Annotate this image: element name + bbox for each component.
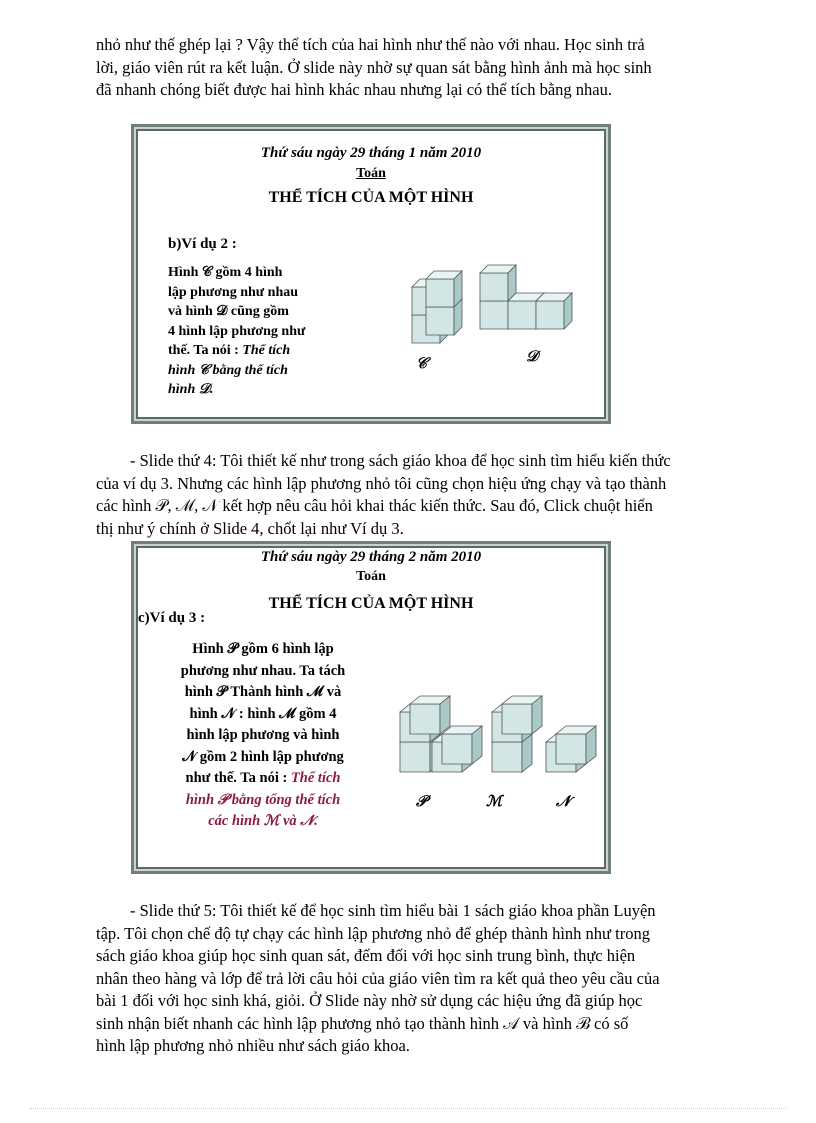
text-line: các hình 𝒫, ℳ, 𝒩 kết hợp nêu câu hỏi khai thác kiến thức. Sau đó, Click chuột hiển [96, 496, 653, 515]
maroon-line: các hình ℳ và 𝒩. [208, 813, 318, 829]
slide-date: Thứ sáu ngày 29 tháng 2 năm 2010 [260, 549, 482, 565]
body-line: hình lập phương và hình [186, 727, 340, 743]
slide4-paragraph [96, 450, 742, 540]
body-line: hình 𝒩 : hình ℳ gồm 4 [189, 705, 337, 722]
label-c: 𝒞 [416, 354, 427, 372]
text-line: nhân theo hàng và lớp để trả lời câu hỏi của giáo viên tìm ra kết quả theo yêu cầu của [96, 968, 660, 988]
label-p: 𝒫 [416, 792, 427, 810]
body-line: và hình 𝒟 cũng gồm [168, 304, 289, 319]
body-line: hình 𝒟. [168, 382, 214, 397]
body-line: 𝒩 gồm 2 hình lập phương [182, 748, 344, 765]
text-line: của ví dụ 3. Nhưng các hình lập phương nhỏ tôi cũng chọn hiệu ứng chạy và tạo thành [96, 473, 667, 493]
body-line: hình 𝒫 Thành hình ℳ và [184, 684, 342, 700]
text-line: tập. Tôi chọn chế độ tự chạy các hình lập phương nhỏ để ghép thành hình như trong [96, 923, 650, 943]
cube-figures-p-m-n [396, 686, 606, 786]
italic-phrase: Thể tích [242, 343, 291, 358]
slide-date: Thứ sáu ngày 29 tháng 1 năm 2010 [260, 145, 482, 161]
slide-example-3 [131, 541, 611, 874]
text-line: - Slide thứ 5: Tôi thiết kế để học sinh tìm hiểu bài 1 sách giáo khoa phần Luyện [130, 901, 656, 920]
slide5-paragraph [96, 900, 742, 1058]
figure-d-cubes [480, 265, 572, 329]
figure-p-cubes [400, 696, 482, 772]
figure-n-cubes [546, 726, 596, 772]
body-line: thế. Ta nói : [168, 343, 239, 358]
example-body [168, 263, 368, 400]
text-line: bài 1 đối với học sinh khá, giỏi. Ở Slide này nhờ sử dụng các hiệu ứng đã giúp học [96, 991, 643, 1010]
text-line: đã nhanh chóng biết được hai hình khác nhau nhưng lại có thể tích bằng nhau. [96, 80, 612, 99]
body-line: như thế. Ta nói : [185, 770, 288, 786]
text-line: sách giáo khoa giúp học sinh quan sát, đếm đối với học sinh trung bình, thực hiện [96, 946, 636, 965]
slide-title: THỂ TÍCH CỦA MỘT HÌNH [268, 189, 474, 206]
text-line: nhỏ như thế ghép lại ? Vậy thể tích của hai hình như thế nào với nhau. Học sinh trả [96, 35, 645, 54]
body-line: Hình 𝒫 gồm 6 hình lập [192, 641, 334, 657]
slide-example-2 [131, 124, 611, 424]
text-line: - Slide thứ 4: Tôi thiết kế như trong sách giáo khoa để học sinh tìm hiểu kiến thức [130, 451, 671, 470]
footer-divider [30, 1108, 786, 1109]
body-line: Hình 𝒞 gồm 4 hình [168, 265, 283, 280]
body-line: phương như nhau. Ta tách [180, 662, 346, 679]
body-line: lập phương như nhau [168, 284, 299, 300]
label-d: 𝒟 [526, 347, 538, 365]
label-n: 𝒩 [556, 792, 571, 810]
maroon-phrase: Thể tích [290, 770, 341, 786]
figure-m-cubes [492, 696, 542, 772]
slide-title: THỂ TÍCH CỦA MỘT HÌNH [268, 595, 474, 612]
body-line: hình 𝒞 bằng thể tích [168, 362, 288, 378]
example-heading: c)Ví dụ 3 : [138, 610, 206, 626]
body-line: 4 hình lập phương như [168, 323, 306, 339]
maroon-line: hình 𝒫 bằng tổng thể tích [185, 791, 341, 808]
label-m: ℳ [486, 792, 503, 810]
cube-figures-c-d [404, 247, 604, 357]
intro-paragraph [96, 34, 742, 102]
text-line: sinh nhận biết nhanh các hình lập phương nhỏ tạo thành hình 𝒜 và hình ℬ có số [96, 1013, 629, 1033]
text-line: lời, giáo viên rút ra kết luận. Ở slide này nhờ sự quan sát bằng hình ảnh mà học sinh [96, 57, 652, 77]
slide-subject: Toán [356, 166, 386, 181]
text-line: thị như ý chính ở Slide 4, chốt lại như Ví dụ 3. [96, 518, 404, 538]
text-line: hình lập phương nhỏ nhiều như sách giáo khoa. [96, 1036, 410, 1055]
figure-c-cubes [412, 271, 462, 343]
example-heading: b)Ví dụ 2 : [168, 236, 237, 252]
slide-subject: Toán [356, 569, 386, 584]
example-body [148, 639, 378, 833]
